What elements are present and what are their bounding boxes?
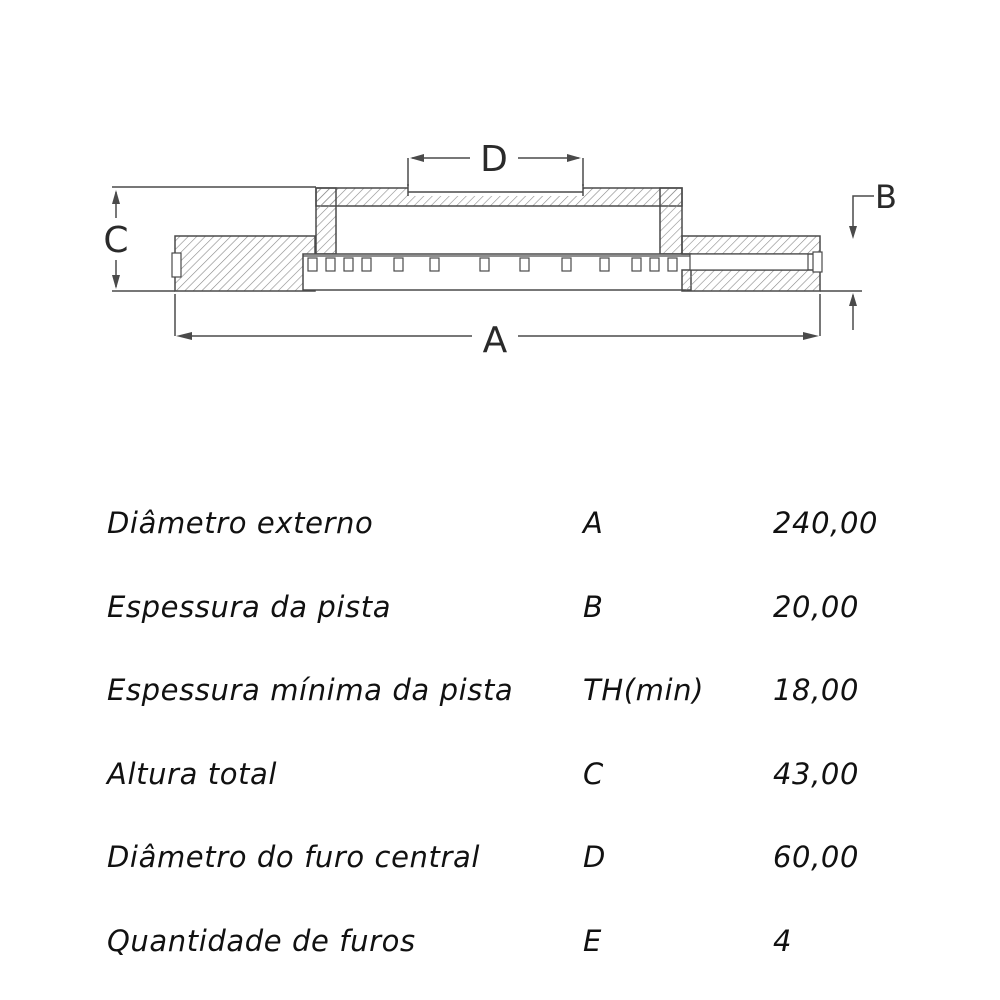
- vent-slot: [600, 258, 609, 271]
- spec-row: [0, 898, 1000, 982]
- spec-label: Quantidade de furos: [107, 924, 416, 958]
- vent-slot: [326, 258, 335, 271]
- spec-value: 18,00: [773, 673, 860, 707]
- spec-row: [0, 480, 1000, 564]
- dimension-b-label: B: [875, 178, 897, 216]
- spec-symbol: C: [583, 757, 604, 791]
- vent-slot: [480, 258, 489, 271]
- left-braking-flange: [172, 236, 315, 291]
- spec-symbol: A: [583, 506, 604, 540]
- vent-slot: [632, 258, 641, 271]
- vent-slot: [344, 258, 353, 271]
- dimension-a-label: A: [482, 320, 508, 361]
- dimension-d: [408, 139, 583, 186]
- brake-disc-cross-section-drawing: [0, 0, 1000, 420]
- dimension-d-label: D: [480, 139, 508, 180]
- vent-slot: [362, 258, 371, 271]
- spec-symbol: TH(min): [583, 673, 705, 707]
- vent-slot: [650, 258, 659, 271]
- spec-symbol: E: [583, 924, 602, 958]
- hat-section: [316, 184, 682, 254]
- vent-slot: [430, 258, 439, 271]
- spec-row: [0, 731, 1000, 815]
- spec-row: [0, 814, 1000, 898]
- right-braking-flange: [682, 236, 822, 291]
- ventilation-channels: [303, 254, 691, 290]
- spec-value: 60,00: [773, 840, 860, 874]
- spec-value: 20,00: [773, 590, 860, 624]
- spec-label: Diâmetro externo: [107, 506, 374, 540]
- spec-label: Altura total: [107, 757, 278, 791]
- vent-slot: [520, 258, 529, 271]
- vent-slot: [668, 258, 677, 271]
- vent-slot: [562, 258, 571, 271]
- dimension-a: [175, 294, 820, 361]
- vent-slot: [308, 258, 317, 271]
- dimension-c-label: C: [103, 220, 129, 261]
- vent-slot: [394, 258, 403, 271]
- spec-symbol: B: [583, 590, 604, 624]
- spec-symbol: D: [583, 840, 606, 874]
- spec-label: Diâmetro do furo central: [107, 840, 481, 874]
- spec-row: [0, 564, 1000, 648]
- spec-row: [0, 647, 1000, 731]
- dimension-b: [820, 178, 897, 330]
- spec-value: 43,00: [773, 757, 860, 791]
- spec-value: 240,00: [773, 506, 879, 540]
- spec-label: Espessura mínima da pista: [107, 673, 514, 707]
- spec-label: Espessura da pista: [107, 590, 392, 624]
- spec-value: 4: [773, 924, 793, 958]
